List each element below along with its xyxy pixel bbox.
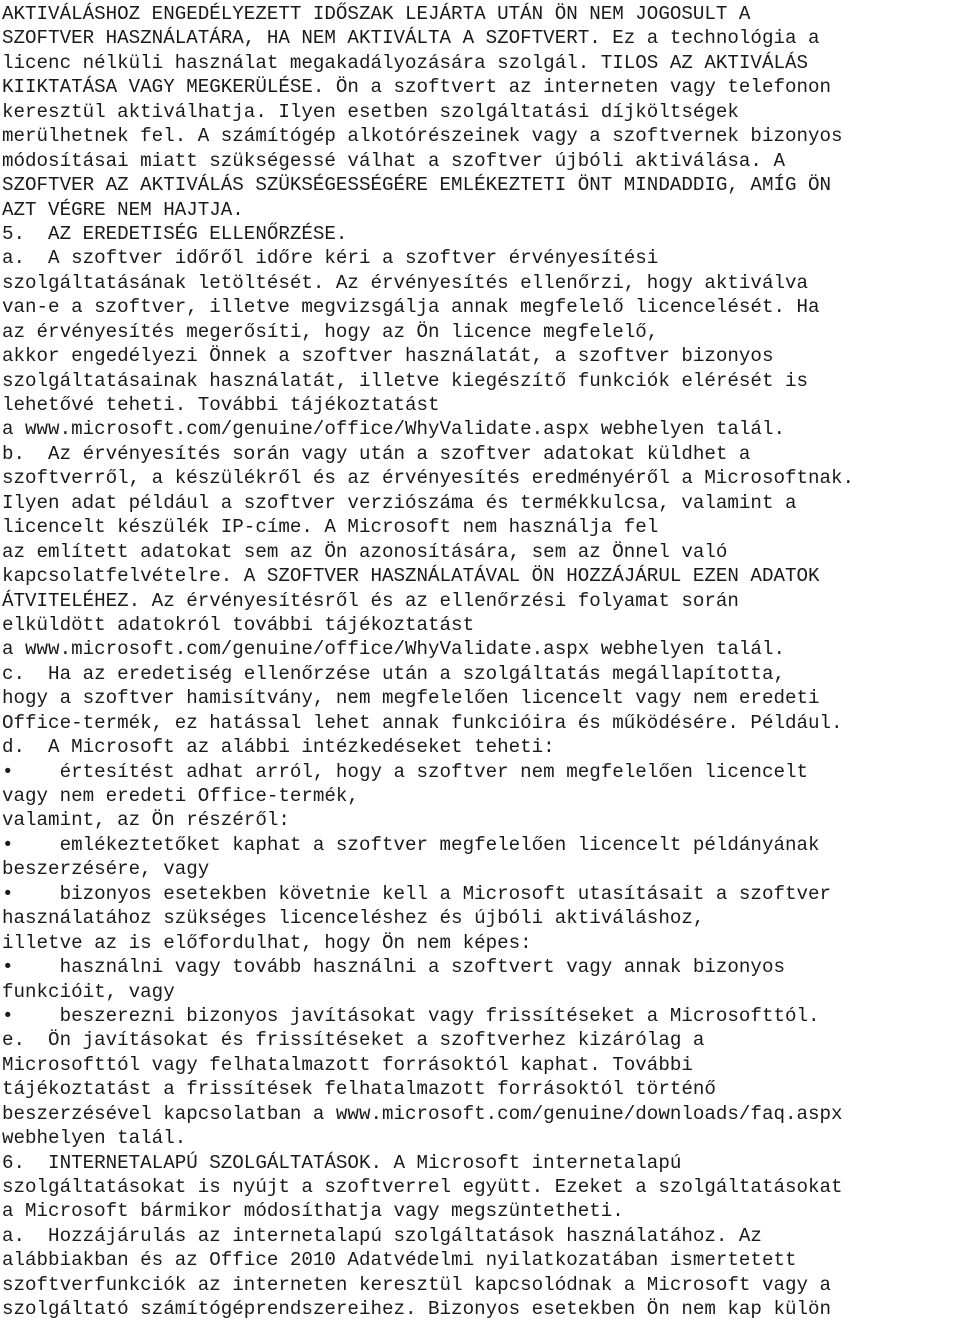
- document-text-body: [2, 2, 960, 1322]
- text-line: valamint, az Ön részéről:: [2, 809, 290, 832]
- text-line: funkcióit, vagy: [2, 980, 175, 1003]
- text-line: • beszerezni bizonyos javításokat vagy frissítéseket a Microsofttól.: [2, 1004, 820, 1027]
- text-line: szolgáltatásokat is nyújt a szoftverrel együtt. Ezeket a szolgáltatásokat: [2, 1176, 843, 1198]
- text-line: b. Az érvényesítés során vagy után a szoftver adatokat küldhet a: [2, 442, 751, 465]
- text-line: webhelyen talál.: [2, 1127, 187, 1150]
- text-line: KIIKTATÁSA VAGY MEGKERÜLÉSE. Ön a szoftvert az interneten vagy telefonon: [2, 76, 832, 99]
- text-line: Microsofttól vagy felhatalmazott forrásoktól kaphat. További: [2, 1053, 693, 1076]
- text-line: e. Ön javításokat és frissítéseket a szoftverhez kizárólag a: [2, 1029, 705, 1052]
- text-line: • értesítést adhat arról, hogy a szoftver nem megfelelően licencelt: [2, 760, 809, 783]
- text-line: beszerzésével kapcsolatban a www.microsoft.com/genuine/downloads/faq.aspx: [2, 1102, 843, 1125]
- text-line: a www.microsoft.com/genuine/office/WhyValidate.aspx webhelyen talál.: [2, 418, 785, 441]
- text-line: lehetővé teheti. További tájékoztatást: [2, 394, 440, 416]
- text-line: van-e a szoftver, illetve megvizsgálja annak megfelelő licencelését. Ha: [2, 296, 820, 319]
- text-line: licencelt készülék IP-címe. A Microsoft nem használja fel: [2, 516, 659, 539]
- text-line: • bizonyos esetekben követnie kell a Microsoft utasításait a szoftver: [2, 882, 832, 905]
- text-line: alábbiakban és az Office 2010 Adatvédelmi nyilatkozatában ismertetett: [2, 1249, 797, 1272]
- text-line: illetve az is előfordulhat, hogy Ön nem képes:: [2, 931, 532, 954]
- text-line: SZOFTVER HASZNÁLATÁRA, HA NEM AKTIVÁLTA A SZOFTVERT. Ez a technológia a: [2, 27, 820, 50]
- text-line: d. A Microsoft az alábbi intézkedéseket teheti:: [2, 736, 555, 759]
- text-line: AKTIVÁLÁSHOZ ENGEDÉLYEZETT IDŐSZAK LEJÁRTA UTÁN ÖN NEM JOGOSULT A: [2, 3, 751, 25]
- text-line: keresztül aktiválhatja. Ilyen esetben szolgáltatási díjköltségek: [2, 100, 739, 123]
- text-line: • emlékeztetőket kaphat a szoftver megfelelően licencelt példányának: [2, 833, 820, 856]
- text-line: • használni vagy tovább használni a szoftvert vagy annak bizonyos: [2, 956, 785, 979]
- text-line: kapcsolatfelvételre. A SZOFTVER HASZNÁLATÁVAL ÖN HOZZÁJÁRUL EZEN ADATOK: [2, 565, 820, 588]
- text-line: beszerzésére, vagy: [2, 858, 210, 881]
- text-line: szolgáltatásának letöltését. Az érvényesítés ellenőrzi, hogy aktiválva: [2, 271, 809, 294]
- text-line: szoftverről, a készülékről és az érvényesítés eredményéről a Microsoftnak.: [2, 467, 855, 490]
- text-line: az említett adatokat sem az Ön azonosítására, sem az Önnel való: [2, 540, 728, 563]
- text-line: Office-termék, ez hatással lehet annak funkcióira és működésére. Például.: [2, 711, 843, 734]
- text-line: használatához szükséges licenceléshez és újbóli aktiváláshoz,: [2, 907, 705, 930]
- text-line: a. A szoftver időről időre kéri a szoftver érvényesítési: [2, 247, 659, 270]
- text-line: akkor engedélyezi Önnek a szoftver használatát, a szoftver bizonyos: [2, 345, 774, 368]
- text-line: a Microsoft bármikor módosíthatja vagy megszüntetheti.: [2, 1200, 624, 1223]
- text-line: szolgáltató számítógéprendszereihez. Bizonyos esetekben Ön nem kap külön: [2, 1298, 832, 1321]
- text-line: Ilyen adat például a szoftver verziószáma és termékkulcsa, valamint a: [2, 491, 797, 514]
- text-line: SZOFTVER AZ AKTIVÁLÁS SZÜKSÉGESSÉGÉRE EMLÉKEZTETI ÖNT MINDADDIG, AMÍG ÖN: [2, 174, 832, 197]
- text-line: merülhetnek fel. A számítógép alkotórészeinek vagy a szoftvernek bizonyos: [2, 125, 843, 148]
- text-line: a. Hozzájárulás az internetalapú szolgáltatások használatához. Az: [2, 1224, 762, 1247]
- text-line: az érvényesítés megerősíti, hogy az Ön licence megfelelő,: [2, 320, 659, 343]
- text-line: tájékoztatást a frissítések felhatalmazott forrásoktól történő: [2, 1078, 716, 1101]
- text-line: AZT VÉGRE NEM HAJTJA.: [2, 198, 244, 221]
- text-line: szoftverfunkciók az interneten keresztül kapcsolódnak a Microsoft vagy a: [2, 1273, 832, 1296]
- text-line: szolgáltatásainak használatát, illetve kiegészítő funkciók elérését is: [2, 369, 809, 392]
- text-line: vagy nem eredeti Office-termék,: [2, 785, 359, 807]
- text-line: hogy a szoftver hamisítvány, nem megfelelően licencelt vagy nem eredeti: [2, 687, 820, 710]
- text-line: ÁTVITELÉHEZ. Az érvényesítésről és az ellenőrzési folyamat során: [2, 589, 739, 612]
- text-line: 5. AZ EREDETISÉG ELLENŐRZÉSE.: [2, 222, 348, 245]
- text-line: módosításai miatt szükségessé válhat a szoftver újbóli aktiválása. A: [2, 149, 785, 172]
- text-line: c. Ha az eredetiség ellenőrzése után a szolgáltatás megállapította,: [2, 662, 785, 685]
- text-line: elküldött adatokról további tájékoztatást: [2, 613, 475, 636]
- text-line: 6. INTERNETALAPÚ SZOLGÁLTATÁSOK. A Microsoft internetalapú: [2, 1151, 682, 1174]
- text-line: licenc nélküli használat megakadályozására szolgál. TILOS AZ AKTIVÁLÁS: [2, 51, 809, 74]
- text-line: a www.microsoft.com/genuine/office/WhyValidate.aspx webhelyen talál.: [2, 638, 785, 661]
